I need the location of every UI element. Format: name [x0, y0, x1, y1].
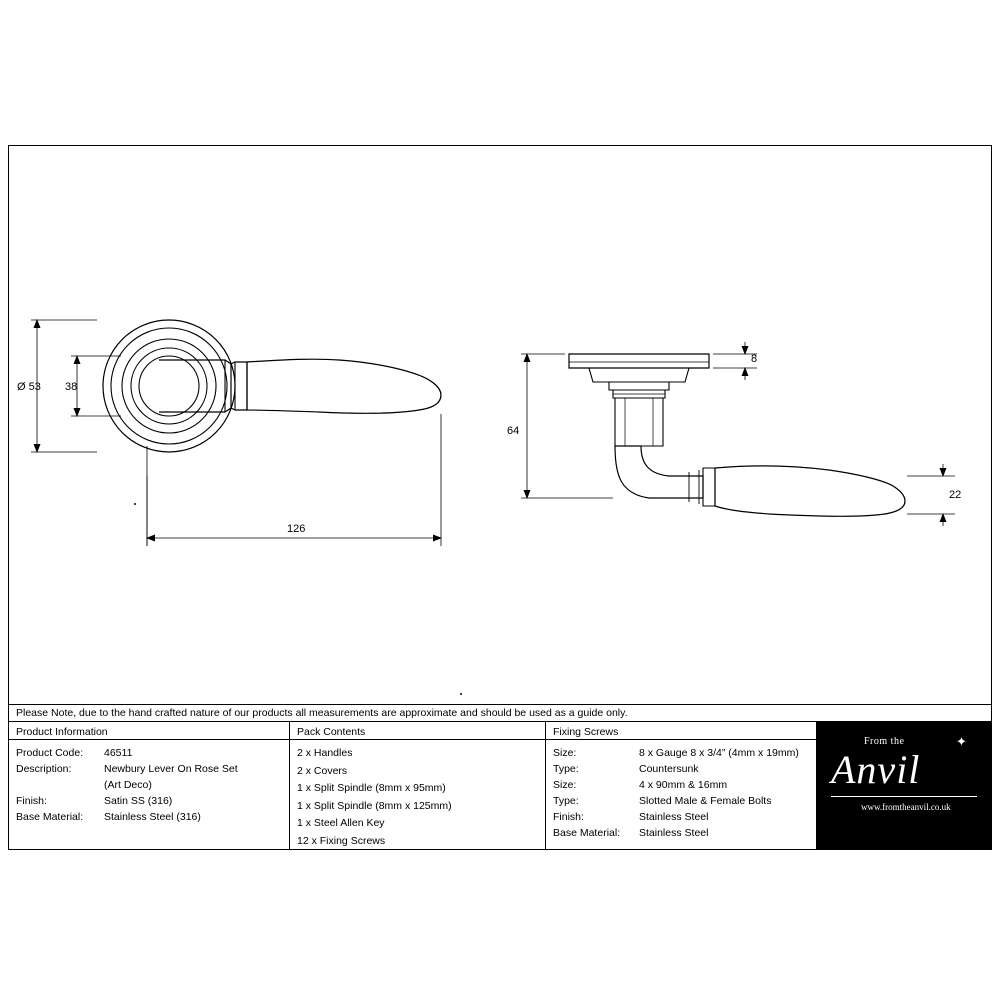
fixing-size-row [553, 745, 816, 761]
list-item: 1 x Split Spindle (8mm x 95mm) [297, 782, 446, 794]
description-row [16, 761, 289, 777]
fixing-size-label-2: Size: [553, 779, 577, 791]
logo-brand-name: Anvil [831, 747, 921, 792]
side-view-dimensions [521, 342, 955, 526]
panel-pack-contents-heading: Pack Contents [297, 726, 366, 738]
logo-website-url: www.fromtheanvil.co.uk [861, 802, 951, 812]
list-item: 2 x Covers [297, 764, 348, 777]
fixing-base-material-value: Stainless Steel [639, 827, 709, 839]
list-item: 1 x Steel Allen Key [297, 817, 385, 829]
description-label: Description: [16, 763, 72, 775]
product-spec-sheet [8, 145, 992, 850]
fixing-type-value: Countersunk [639, 763, 699, 775]
fixing-type-row [553, 761, 816, 777]
description-value-continued: (Art Deco) [104, 779, 152, 791]
fixing-finish-row [553, 809, 816, 825]
product-code-row [16, 745, 289, 761]
panel-brand-logo [817, 722, 991, 849]
brand-logo [817, 722, 991, 849]
list-item: 1 x Split Spindle (8mm x 125mm) [297, 799, 452, 812]
panel-fixing-screws-heading: Fixing Screws [553, 726, 619, 738]
dim-lever-length: 126 [287, 523, 306, 535]
fixing-type-label-2: Type: [553, 795, 579, 807]
product-code-value: 46511 [104, 747, 133, 759]
measurement-note: Please Note, due to the hand crafted nature of our products all measurements are approximate and should be used as a guide only. [9, 704, 991, 722]
panel-product-information-heading: Product Information [16, 726, 108, 738]
dim-lever-thickness: 22 [949, 489, 962, 501]
base-material-value: Stainless Steel (316) [104, 811, 201, 823]
list-item: 12 x Fixing Screws [297, 834, 386, 847]
product-code-label: Product Code: [16, 747, 84, 759]
front-view-dimensions [31, 320, 441, 546]
technical-drawing-area [9, 146, 991, 704]
base-material-row [16, 809, 289, 825]
base-material-label: Base Material: [16, 811, 84, 823]
fixing-size-label: Size: [553, 747, 577, 759]
info-panels [9, 722, 991, 849]
panel-pack-contents [290, 722, 546, 849]
fixing-size-row-2 [553, 777, 816, 793]
finish-label: Finish: [16, 795, 47, 807]
fixing-type-label: Type: [553, 763, 579, 775]
list-item: 2 x Handles [297, 747, 353, 759]
panel-fixing-screws [546, 722, 817, 849]
fixing-size-value: 8 x Gauge 8 x 3/4” (4mm x 19mm) [639, 747, 799, 759]
logo-from-the: From the [864, 736, 905, 747]
dim-lever-height: 64 [507, 425, 520, 437]
panel-product-information [9, 722, 290, 849]
fixing-finish-label: Finish: [553, 811, 584, 823]
description-value: Newbury Lever On Rose Set [104, 763, 238, 775]
fixing-size-value-2: 4 x 90mm & 16mm [639, 779, 728, 791]
side-view-lever [569, 354, 905, 516]
fixing-base-material-row [553, 825, 816, 841]
description-row-continued [16, 777, 289, 793]
fixing-finish-value: Stainless Steel [639, 811, 709, 823]
fixing-base-material-label: Base Material: [553, 827, 621, 839]
finish-value: Satin SS (316) [104, 795, 173, 807]
front-view-lever [103, 320, 441, 452]
logo-divider [831, 796, 977, 797]
dim-rose-inner: 38 [65, 381, 78, 393]
star-icon: ✦ [956, 734, 967, 749]
fixing-type-value-2: Slotted Male & Female Bolts [639, 795, 772, 807]
dim-rose-diameter: Ø 53 [17, 381, 41, 393]
dim-rose-thickness: 8 [751, 353, 758, 365]
finish-row [16, 793, 289, 809]
fixing-type-row-2 [553, 793, 816, 809]
